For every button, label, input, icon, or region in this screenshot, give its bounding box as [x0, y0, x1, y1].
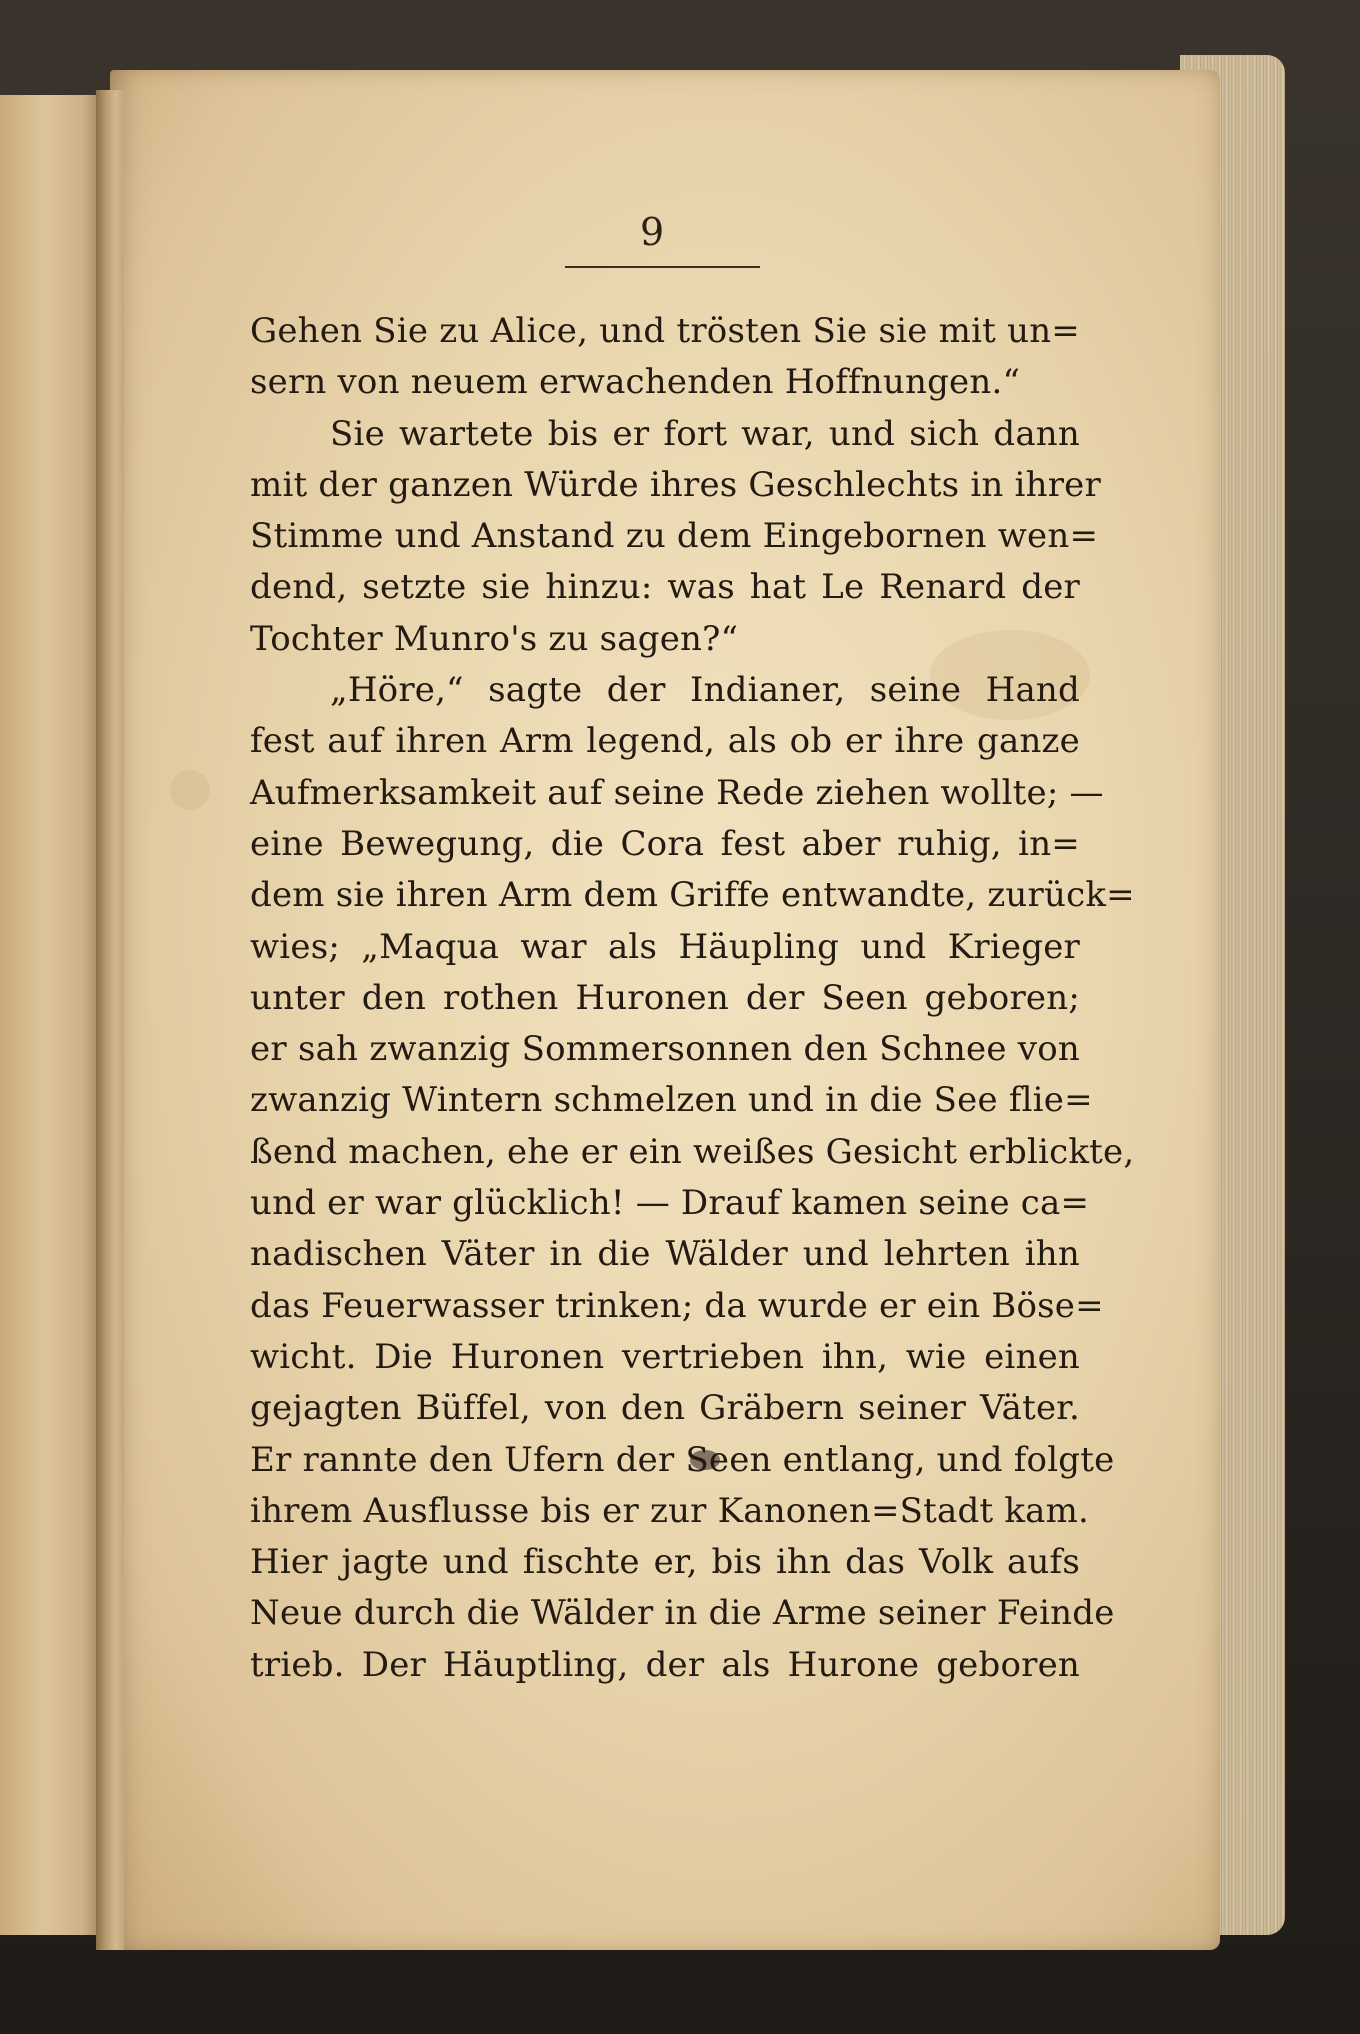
- text-line: Hier jagte und fischte er, bis ihn das Volk aufs: [250, 1542, 1080, 1583]
- text-line: Gehen Sie zu Alice, und trösten Sie sie mit un=: [250, 311, 1080, 351]
- text-line: Sie wartete bis er fort war, und sich dann: [330, 413, 1080, 454]
- book-gutter: [96, 90, 124, 1950]
- text-line: und er war glücklich! — Drauf kamen seine ca=: [250, 1183, 1090, 1224]
- text-line: dem sie ihren Arm dem Griffe entwandte, zurück=: [250, 875, 1135, 916]
- text-line: das Feuerwasser trinken; da wurde er ein Böse=: [250, 1285, 1104, 1326]
- text-line: nadischen Väter in die Wälder und lehrten ihn: [250, 1234, 1080, 1275]
- text-line: ihrem Ausflusse bis er zur Kanonen=Stadt kam.: [250, 1490, 1090, 1531]
- text-line: dend, setzte sie hinzu: was hat Le Renard der: [250, 567, 1080, 608]
- text-line: ßend machen, ehe er ein weißes Gesicht erblickte,: [250, 1131, 1135, 1172]
- left-page-edge: [0, 95, 110, 1935]
- header-rule: [565, 266, 760, 268]
- text-line: „Höre,“ sagte der Indianer, seine Hand: [330, 670, 1080, 711]
- body-text: [250, 306, 1135, 1691]
- text-line: Stimme und Anstand zu dem Eingebornen wen=: [250, 516, 1099, 557]
- text-line: gejagten Büffel, von den Gräbern seiner Väter.: [250, 1388, 1080, 1429]
- text-line: Er rannte den Ufern der Seen entlang, und folgte: [250, 1439, 1115, 1480]
- text-line: Neue durch die Wälder in die Arme seiner Feinde: [250, 1593, 1115, 1634]
- text-line: Aufmerksamkeit auf seine Rede ziehen wollte; —: [250, 772, 1104, 813]
- text-line: wies; „Maqua war als Häupling und Krieger: [250, 926, 1080, 967]
- page-number: 9: [640, 210, 665, 254]
- text-line: eine Bewegung, die Cora fest aber ruhig, in=: [250, 823, 1080, 864]
- text-line: unter den rothen Huronen der Seen geboren;: [250, 977, 1080, 1018]
- text-line: sern von neuem erwachenden Hoffnungen.“: [250, 362, 1021, 403]
- text-line: trieb. Der Häuptling, der als Hurone geboren: [250, 1644, 1080, 1685]
- text-line: fest auf ihren Arm legend, als ob er ihre ganze: [250, 721, 1080, 762]
- text-line: zwanzig Wintern schmelzen und in die See flie=: [250, 1080, 1093, 1121]
- text-line: er sah zwanzig Sommersonnen den Schnee von: [250, 1029, 1080, 1070]
- text-line: mit der ganzen Würde ihres Geschlechts in ihrer: [250, 464, 1101, 505]
- text-line: wicht. Die Huronen vertrieben ihn, wie einen: [250, 1336, 1080, 1377]
- paper-stain: [170, 770, 210, 810]
- text-line: Tochter Munro's zu sagen?“: [250, 618, 739, 659]
